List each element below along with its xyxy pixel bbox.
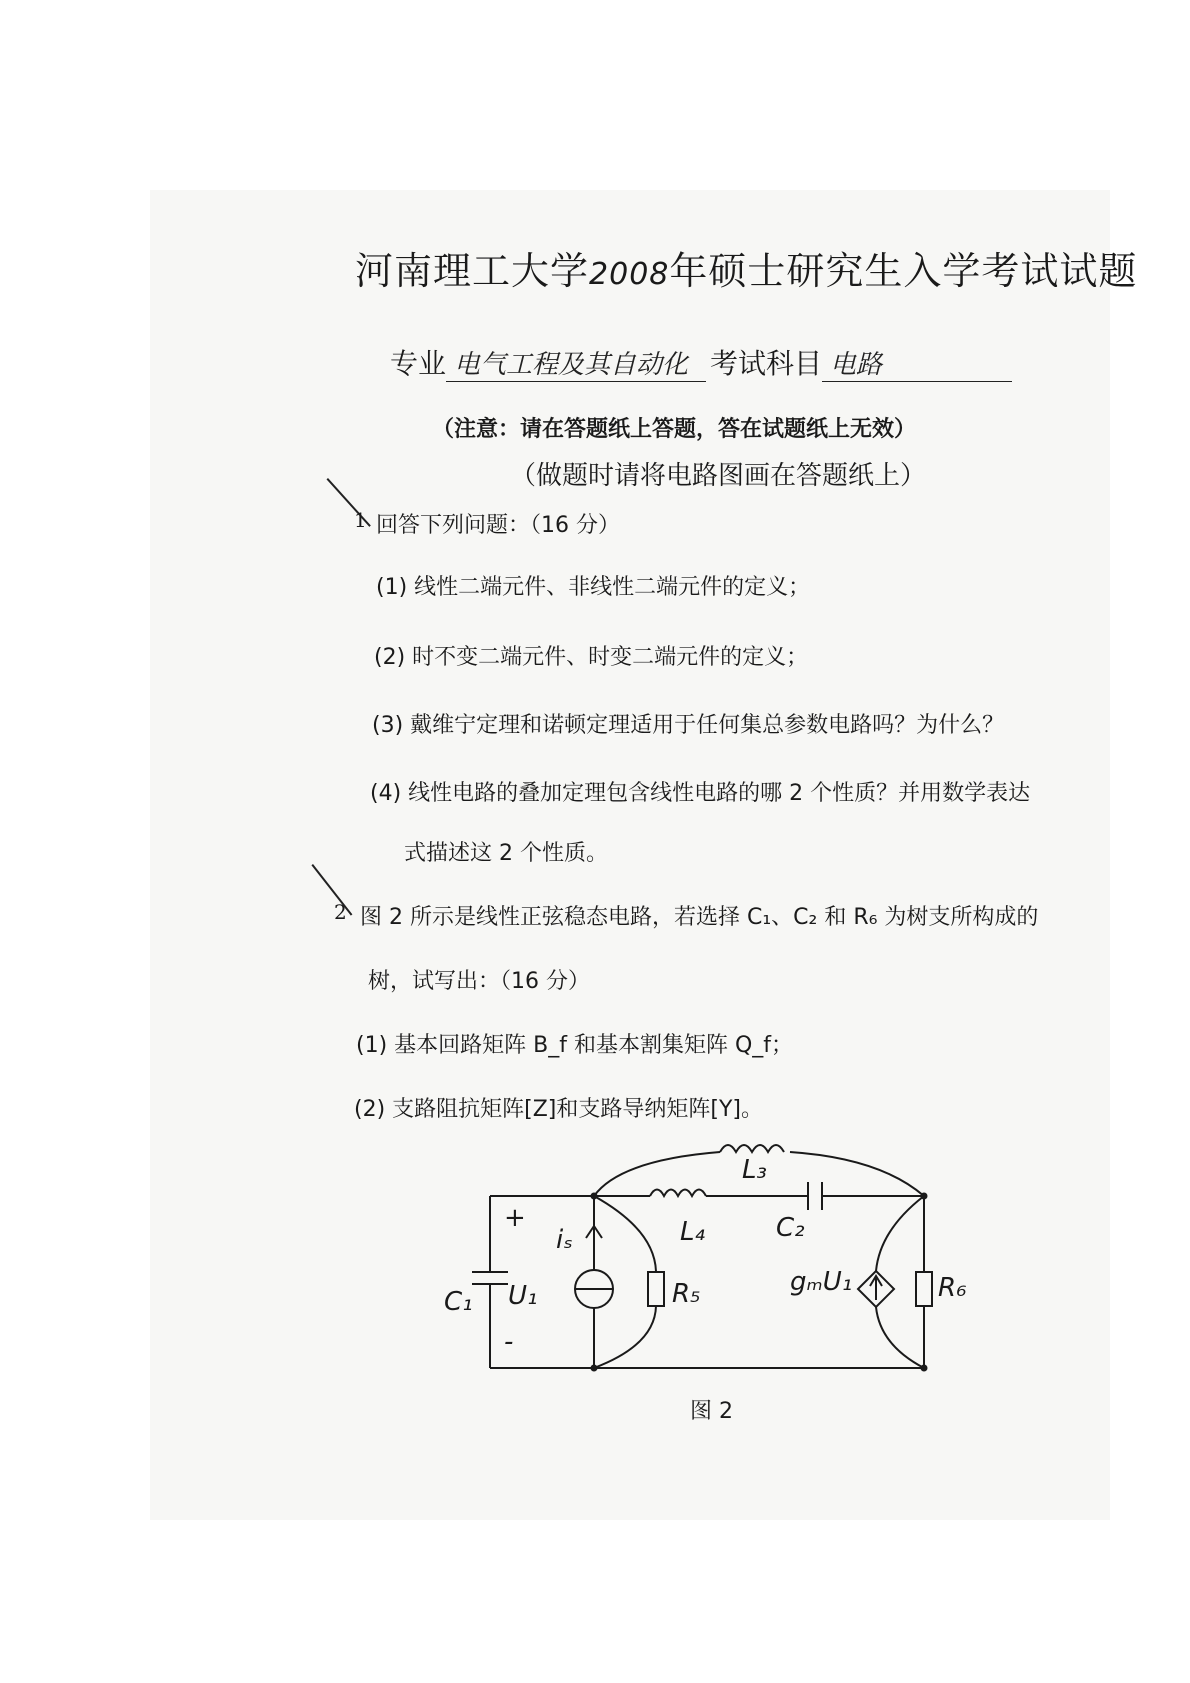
major-label: 专业 xyxy=(390,347,447,380)
node-dot xyxy=(591,1193,598,1200)
title-suffix: 年硕士研究生入学考试试题 xyxy=(669,249,1138,293)
label-plus: + xyxy=(504,1203,526,1233)
label-c1: C₁ xyxy=(444,1287,473,1317)
current-arrow xyxy=(586,1226,602,1252)
node-dot xyxy=(591,1365,598,1372)
node-dot xyxy=(921,1365,928,1372)
resistor-r6 xyxy=(916,1272,932,1306)
q2-stem-2: 树，试写出：（16 分） xyxy=(368,969,590,994)
label-is: iₛ xyxy=(556,1225,573,1255)
q1-item-3: (3) 戴维宁定理和诺顿定理适用于任何集总参数电路吗？为什么？ xyxy=(372,713,1005,738)
wire-r5 xyxy=(594,1196,656,1368)
q2-item-2: (2) 支路阻抗矩阵[Z]和支路导纳矩阵[Y]。 xyxy=(354,1097,763,1122)
notice-diagram: （做题时请将电路图画在答题纸上） xyxy=(510,461,927,491)
subject-label: 考试科目 xyxy=(710,347,823,380)
q1-item-4-cont: 式描述这 2 个性质。 xyxy=(404,841,608,866)
q1-item-1: (1) 线性二端元件、非线性二端元件的定义； xyxy=(376,575,811,600)
label-r6: R₆ xyxy=(938,1273,967,1303)
q2-item-1: (1) 基本回路矩阵 B_f 和基本割集矩阵 Q_f； xyxy=(356,1033,794,1058)
q2-number: 2 xyxy=(334,900,347,924)
q1-stem: 回答下列问题：（16 分） xyxy=(376,513,620,538)
q1-item-4: (4) 线性电路的叠加定理包含线性电路的哪 2 个性质？并用数学表达 xyxy=(370,781,1031,806)
year-handwritten: 2008 xyxy=(589,257,670,292)
label-l4: L₄ xyxy=(680,1217,705,1247)
label-c2: C₂ xyxy=(776,1213,805,1243)
inductor-l3 xyxy=(720,1145,784,1152)
resistor-r5 xyxy=(648,1272,664,1306)
notice: （注意：请在答题纸上答题，答在试题纸上无效） xyxy=(432,416,917,442)
q2-stem-1: 图 2 所示是线性正弦稳态电路，若选择 C₁、C₂ 和 R₆ 为树支所构成的 xyxy=(360,905,1039,930)
capacitor-c1 xyxy=(472,1272,508,1284)
major-value: 电气工程及其自动化 xyxy=(454,350,689,380)
label-u1: U₁ xyxy=(508,1281,538,1311)
figure-caption: 图 2 xyxy=(690,1399,733,1424)
node-dot xyxy=(921,1193,928,1200)
dependent-arrow xyxy=(870,1276,882,1300)
label-gm: gₘU₁ xyxy=(790,1267,853,1297)
inductor-l4 xyxy=(650,1190,706,1197)
label-r5: R₅ xyxy=(672,1279,701,1309)
label-minus: - xyxy=(504,1327,514,1357)
capacitor-c2 xyxy=(808,1182,822,1210)
title-prefix: 河南理工大学 xyxy=(355,249,590,293)
label-l3: L₃ xyxy=(742,1155,767,1185)
subject-value: 电路 xyxy=(830,350,883,380)
q1-item-2: (2) 时不变二端元件、时变二端元件的定义； xyxy=(374,645,809,670)
q1-number: 1 xyxy=(354,508,367,532)
